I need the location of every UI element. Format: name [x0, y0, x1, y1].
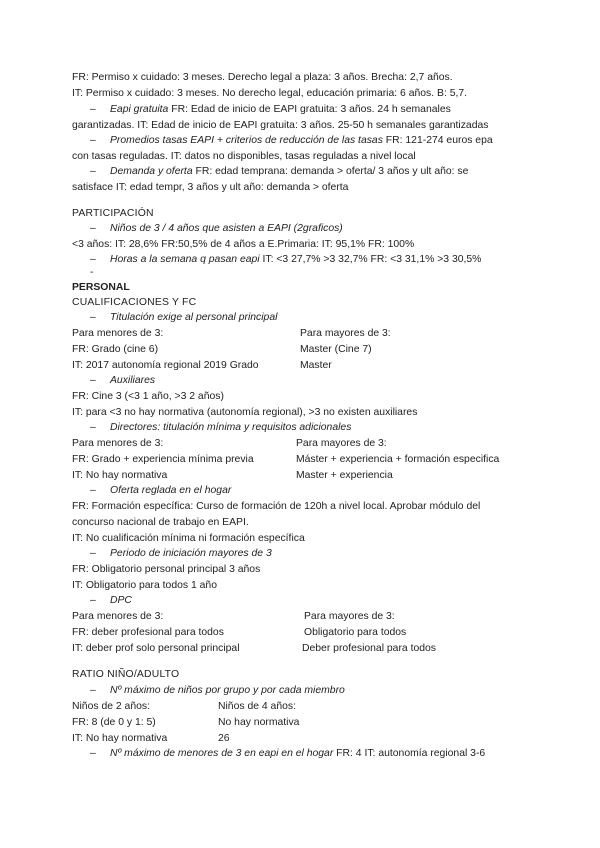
- text-line: Master: [300, 360, 332, 371]
- dash-marker: -: [90, 267, 94, 278]
- column-label-right: Para mayores de 3:: [300, 328, 391, 339]
- text-line: Máster + experiencia + formación especifica: [296, 454, 500, 465]
- subsection-heading-cualificaciones: CUALIFICACIONES Y FC: [72, 297, 197, 308]
- text-line: IT: No cualificación mínima ni formación específica: [72, 533, 305, 544]
- bullet-text: FR: edad temprana: demanda > oferta/ 3 años y ult año: se: [192, 166, 469, 177]
- column-label-right: Niños de 4 años:: [218, 701, 296, 712]
- column-label-right: Para mayores de 3:: [304, 611, 395, 622]
- section-heading-ratio: RATIO NIÑO/ADULTO: [72, 669, 180, 680]
- text-line: IT: No hay normativa: [72, 470, 168, 481]
- text-line: FR: Cine 3 (<3 1 año, >3 2 años): [72, 391, 224, 402]
- bullet-line: [90, 484, 231, 497]
- bullet-heading: Periodo de iniciación mayores de 3: [110, 548, 272, 559]
- text-line: FR: Permiso x cuidado: 3 meses. Derecho legal a plaza: 3 años. Brecha: 2,7 años.: [72, 72, 453, 83]
- text-line: Master (Cine 7): [300, 344, 372, 355]
- bullet-line: [90, 253, 481, 266]
- text-line: 26: [218, 733, 230, 744]
- section-heading-personal: PERSONAL: [72, 282, 130, 293]
- bullet-heading: Demanda y oferta: [110, 166, 193, 177]
- bullet-line: [90, 134, 493, 147]
- dash-marker: –: [90, 135, 96, 146]
- bullet-heading: Nº máximo de menores de 3 en eapi en el hogar: [110, 748, 334, 759]
- dash-marker: –: [90, 312, 96, 323]
- text-line: No hay normativa: [218, 717, 300, 728]
- bullet-heading: Auxiliares: [110, 375, 156, 386]
- text-line: FR: Formación específica: Curso de formación de 120h a nivel local. Aprobar módulo del: [72, 501, 481, 512]
- column-label-left: Para menores de 3:: [72, 611, 164, 622]
- dash-marker: –: [90, 485, 96, 496]
- column-label-right: Para mayores de 3:: [296, 438, 387, 449]
- bullet-line: [90, 266, 110, 279]
- text-line: garantizadas. IT: Edad de inicio de EAPI gratuita: 3 años. 25-50 h semanales garantizadas: [72, 120, 489, 131]
- bullet-heading: Directores: titulación mínima y requisitos adicionales: [110, 422, 352, 433]
- bullet-heading: Promedios tasas EAPI + criterios de reducción de las tasas: [110, 135, 383, 146]
- text-line: IT: deber prof solo personal principal: [72, 643, 240, 654]
- text-line: IT: Obligatorio para todos 1 año: [72, 580, 217, 591]
- text-line: FR: deber profesional para todos: [72, 627, 224, 638]
- text-line: <3 años: IT: 28,6% FR:50,5% de 4 años a E.Primaria: IT: 95,1% FR: 100%: [72, 239, 415, 250]
- dash-marker: –: [90, 166, 96, 177]
- text-line: IT: para <3 no hay normativa (autonomía regional), >3 no existen auxiliares: [72, 407, 418, 418]
- bullet-heading: Horas a la semana q pasan eapi: [110, 254, 260, 265]
- text-line: FR: Grado (cine 6): [72, 344, 159, 355]
- text-line: FR: Obligatorio personal principal 3 años: [72, 564, 261, 575]
- bullet-line: [90, 222, 343, 235]
- dash-marker: –: [90, 685, 96, 696]
- text-line: FR: 8 (de 0 y 1: 5): [72, 717, 156, 728]
- dash-marker: –: [90, 223, 96, 234]
- dash-marker: –: [90, 595, 96, 606]
- text-line: satisface IT: edad tempr, 3 años y ult año: demanda > oferta: [72, 182, 349, 193]
- bullet-text: FR: Edad de inicio de EAPI gratuita: 3 años. 24 h semanales: [168, 104, 451, 115]
- bullet-text: IT: <3 27,7% >3 32,7% FR: <3 31,1% >3 30,5%: [259, 254, 482, 265]
- bullet-heading: Nº máximo de niños por grupo y por cada miembro: [110, 685, 345, 696]
- text-line: IT: Permiso x cuidado: 3 meses. No derecho legal, educación primaria: 6 años. B: 5,7.: [72, 88, 468, 99]
- text-line: Master + experiencia: [296, 470, 393, 481]
- bullet-line: [90, 165, 468, 178]
- dash-marker: –: [90, 104, 96, 115]
- bullet-line: [90, 421, 351, 434]
- dash-marker: –: [90, 422, 96, 433]
- column-label-left: Para menores de 3:: [72, 328, 164, 339]
- dash-marker: –: [90, 748, 96, 759]
- text-line: Deber profesional para todos: [302, 643, 437, 654]
- bullet-heading: Niños de 3 / 4 años que asisten a EAPI (2graficos): [110, 223, 343, 234]
- section-heading-participacion: PARTICIPACIÓN: [72, 208, 154, 219]
- dash-marker: –: [90, 375, 96, 386]
- bullet-text: FR: 4 IT: autonomía regional 3-6: [333, 748, 486, 759]
- dash-marker: –: [90, 548, 96, 559]
- column-label-left: Niños de 2 años:: [72, 701, 150, 712]
- bullet-heading: Eapi gratuita: [110, 104, 169, 115]
- bullet-text: FR: 121-274 euros epa: [382, 135, 493, 146]
- bullet-heading: DPC: [110, 595, 132, 606]
- bullet-line: [90, 684, 345, 697]
- text-line: con tasas reguladas. IT: datos no disponibles, tasas reguladas a nivel local: [72, 151, 416, 162]
- bullet-line: [90, 547, 272, 560]
- bullet-line: [90, 747, 485, 760]
- bullet-heading: Titulación exige al personal principal: [110, 312, 278, 323]
- bullet-line: [90, 374, 155, 387]
- bullet-line: [90, 311, 277, 324]
- bullet-line: [90, 594, 132, 607]
- text-line: IT: 2017 autonomía regional 2019 Grado: [72, 360, 259, 371]
- text-line: Obligatorio para todos: [304, 627, 407, 638]
- bullet-line: [90, 103, 451, 116]
- text-line: FR: Grado + experiencia mínima previa: [72, 454, 254, 465]
- dash-marker: –: [90, 254, 96, 265]
- bullet-heading: Oferta reglada en el hogar: [110, 485, 232, 496]
- column-label-left: Para menores de 3:: [72, 438, 164, 449]
- text-line: concurso nacional de trabajo en EAPI.: [72, 517, 249, 528]
- text-line: IT: No hay normativa: [72, 733, 168, 744]
